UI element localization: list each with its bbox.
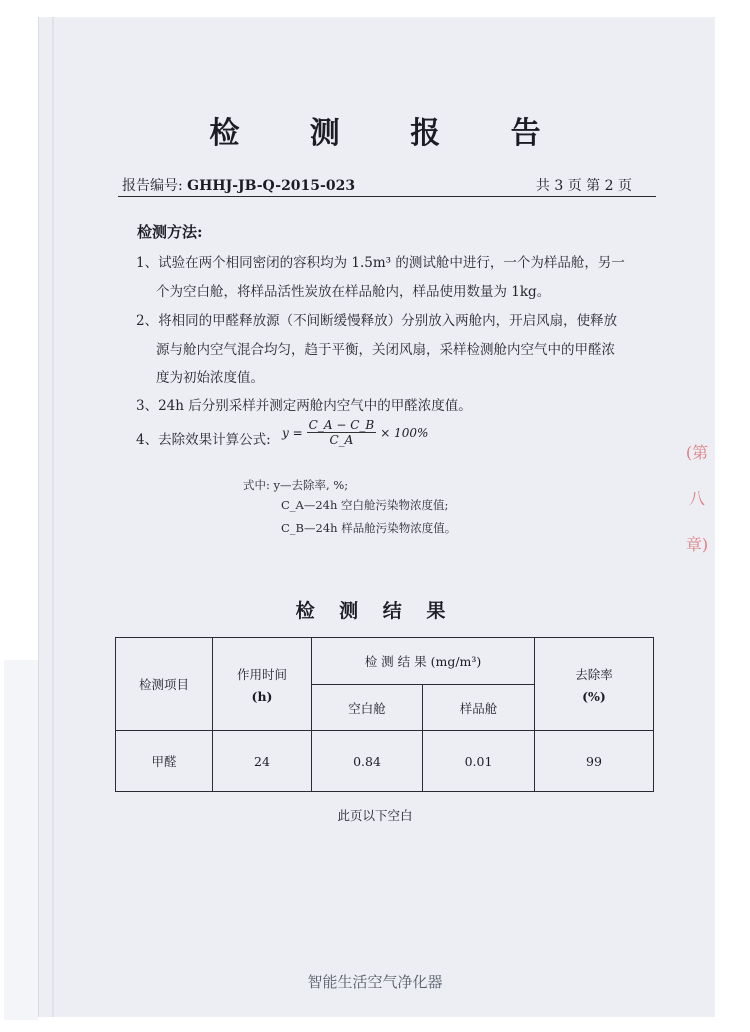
page-edge-shadow bbox=[4, 660, 38, 1020]
legend-ca: C_A—24h 空白舱污染物浓度值; bbox=[281, 498, 449, 512]
header-removal-line1: 去除率 bbox=[575, 666, 613, 682]
formula-lhs: y = bbox=[282, 425, 303, 440]
header-item: 检测项目 bbox=[116, 638, 213, 731]
scanned-page bbox=[38, 17, 715, 1017]
method-step2-line3: 度为初始浓度值。 bbox=[156, 370, 264, 386]
report-title: 检 测 报 告 bbox=[209, 116, 571, 151]
stamp-char: 八 bbox=[688, 489, 705, 508]
header-time-line1: 作用时间 bbox=[236, 666, 287, 682]
method-step4-label: 4、去除效果计算公式: bbox=[136, 432, 271, 448]
report-number-value: GHHJ-JB-Q-2015-023 bbox=[187, 178, 356, 194]
method-step1-line1: 1、试验在两个相同密闭的容积均为 1.5m³ 的测试舱中进行，一个为样品舱，另一 bbox=[136, 255, 625, 271]
stamp-char: 章) bbox=[685, 535, 709, 554]
header-time-line2: (h) bbox=[251, 688, 273, 704]
cell-sample: 0.01 bbox=[423, 731, 535, 792]
product-caption: 智能生活空气净化器 bbox=[307, 973, 443, 991]
method-heading: 检测方法: bbox=[137, 223, 203, 241]
table-header-row bbox=[116, 638, 654, 685]
report-number bbox=[122, 175, 355, 195]
formula-numerator: C_A − C_B bbox=[308, 418, 375, 432]
header-time bbox=[213, 638, 312, 731]
formula-fraction bbox=[307, 418, 377, 447]
results-heading: 检 测 结 果 bbox=[295, 600, 455, 622]
header-blank-chamber: 空白舱 bbox=[312, 685, 423, 731]
header-sample-chamber: 样品舱 bbox=[423, 685, 535, 731]
cell-time: 24 bbox=[213, 731, 312, 792]
cell-removal: 99 bbox=[535, 731, 654, 792]
cell-blank: 0.84 bbox=[312, 731, 423, 792]
formula-tail: × 100% bbox=[380, 425, 429, 440]
method-step3: 3、24h 后分别采样并测定两舱内空气中的甲醛浓度值。 bbox=[136, 398, 472, 414]
cell-item: 甲醛 bbox=[116, 731, 213, 792]
header-result: 检 测 结 果 (mg/m³) bbox=[312, 638, 535, 685]
formula-denominator: C_A bbox=[329, 433, 354, 447]
table-row bbox=[116, 731, 654, 792]
red-stamp-seal bbox=[680, 430, 714, 570]
stamp-char: (第 bbox=[685, 443, 709, 462]
page-info: 共 3 页 第 2 页 bbox=[535, 178, 632, 194]
blank-below-note: 此页以下空白 bbox=[337, 808, 413, 823]
legend-cb: C_B—24h 样品舱污染物浓度值。 bbox=[281, 521, 457, 535]
page-fold-line bbox=[52, 17, 54, 1017]
method-step2-line2: 源与舱内空气混合均匀，趋于平衡，关闭风扇，采样检测舱内空气中的甲醛浓 bbox=[156, 342, 615, 358]
method-step1-line2: 个为空白舱，将样品活性炭放在样品舱内，样品使用数量为 1kg。 bbox=[156, 284, 551, 300]
method-step2-line1: 2、将相同的甲醛释放源（不间断缓慢释放）分别放入两舱内，开启风扇，使释放 bbox=[136, 313, 618, 329]
header-removal bbox=[535, 638, 654, 731]
header-divider bbox=[118, 196, 656, 197]
results-table bbox=[115, 637, 654, 792]
removal-formula bbox=[282, 418, 428, 447]
report-number-label: 报告编号: bbox=[122, 178, 183, 194]
legend-y: 式中: y—去除率, %; bbox=[243, 478, 349, 492]
header-removal-line2: (%) bbox=[582, 688, 606, 704]
